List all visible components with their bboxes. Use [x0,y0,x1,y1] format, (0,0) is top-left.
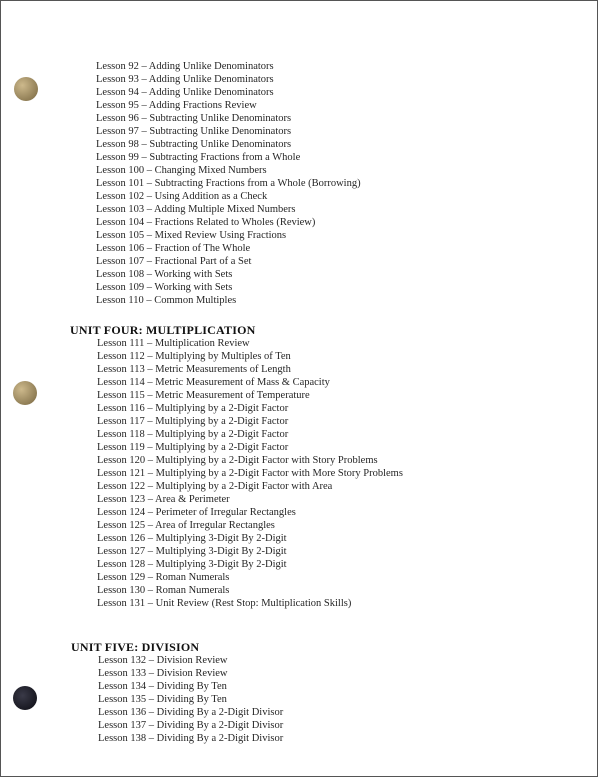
lesson-item: Lesson 126 – Multiplying 3-Digit By 2-Digit [97,533,287,544]
lesson-item: Lesson 92 – Adding Unlike Denominators [96,61,274,72]
lesson-item: Lesson 121 – Multiplying by a 2-Digit Factor with More Story Problems [97,468,403,479]
lesson-item: Lesson 123 – Area & Perimeter [97,494,230,505]
lesson-item: Lesson 127 – Multiplying 3-Digit By 2-Digit [97,546,287,557]
lesson-item: Lesson 104 – Fractions Related to Wholes (Review) [96,217,316,228]
lesson-item: Lesson 110 – Common Multiples [96,295,237,306]
lesson-item: Lesson 94 – Adding Unlike Denominators [96,87,274,98]
lesson-item: Lesson 102 – Using Addition as a Check [96,191,268,202]
lesson-item: Lesson 136 – Dividing By a 2-Digit Divisor [98,707,284,718]
unit-four-title: UNIT FOUR: MULTIPLICATION [70,323,256,337]
unit-four-lesson-list [97,337,403,610]
lesson-item: Lesson 125 – Area of Irregular Rectangles [97,520,275,531]
unit-three-lesson-list [96,60,361,307]
lesson-item: Lesson 138 – Dividing By a 2-Digit Divisor [98,733,284,744]
lesson-item: Lesson 106 – Fraction of The Whole [96,243,251,254]
lesson-item: Lesson 105 – Mixed Review Using Fractions [96,230,287,241]
binder-hole-top [14,77,38,101]
lesson-item: Lesson 95 – Adding Fractions Review [96,100,257,111]
lesson-item: Lesson 108 – Working with Sets [96,269,233,280]
lesson-item: Lesson 118 – Multiplying by a 2-Digit Factor [97,429,289,440]
lesson-item: Lesson 112 – Multiplying by Multiples of Ten [97,351,291,362]
lesson-item: Lesson 128 – Multiplying 3-Digit By 2-Digit [97,559,287,570]
lesson-item: Lesson 137 – Dividing By a 2-Digit Divisor [98,720,284,731]
lesson-item: Lesson 117 – Multiplying by a 2-Digit Factor [97,416,289,427]
binder-hole-bottom [13,686,37,710]
lesson-item: Lesson 103 – Adding Multiple Mixed Numbers [96,204,296,215]
lesson-item: Lesson 122 – Multiplying by a 2-Digit Factor with Area [97,481,333,492]
binder-hole-middle [13,381,37,405]
lesson-item: Lesson 131 – Unit Review (Rest Stop: Multiplication Skills) [97,598,352,609]
lesson-item: Lesson 116 – Multiplying by a 2-Digit Factor [97,403,289,414]
lesson-item: Lesson 130 – Roman Numerals [97,585,230,596]
lesson-item: Lesson 101 – Subtracting Fractions from a Whole (Borrowing) [96,178,361,189]
lesson-item: Lesson 134 – Dividing By Ten [98,681,227,692]
lesson-item: Lesson 109 – Working with Sets [96,282,233,293]
lesson-item: Lesson 133 – Division Review [98,668,228,679]
lesson-item: Lesson 135 – Dividing By Ten [98,694,227,705]
lesson-item: Lesson 114 – Metric Measurement of Mass & Capacity [97,377,330,388]
lesson-item: Lesson 96 – Subtracting Unlike Denominators [96,113,292,124]
lesson-item: Lesson 100 – Changing Mixed Numbers [96,165,267,176]
lesson-item: Lesson 107 – Fractional Part of a Set [96,256,252,267]
lesson-item: Lesson 97 – Subtracting Unlike Denominators [96,126,292,137]
lesson-item: Lesson 129 – Roman Numerals [97,572,230,583]
lesson-item: Lesson 120 – Multiplying by a 2-Digit Factor with Story Problems [97,455,378,466]
unit-five-lesson-list [98,654,283,745]
lesson-item: Lesson 98 – Subtracting Unlike Denominators [96,139,292,150]
lesson-item: Lesson 113 – Metric Measurements of Length [97,364,291,375]
lesson-item: Lesson 115 – Metric Measurement of Temperature [97,390,310,401]
lesson-item: Lesson 132 – Division Review [98,655,228,666]
lesson-item: Lesson 124 – Perimeter of Irregular Rectangles [97,507,296,518]
lesson-item: Lesson 111 – Multiplication Review [97,338,250,349]
lesson-item: Lesson 99 – Subtracting Fractions from a Whole [96,152,301,163]
lesson-item: Lesson 119 – Multiplying by a 2-Digit Factor [97,442,289,453]
unit-five-title: UNIT FIVE: DIVISION [71,640,200,654]
lesson-item: Lesson 93 – Adding Unlike Denominators [96,74,274,85]
